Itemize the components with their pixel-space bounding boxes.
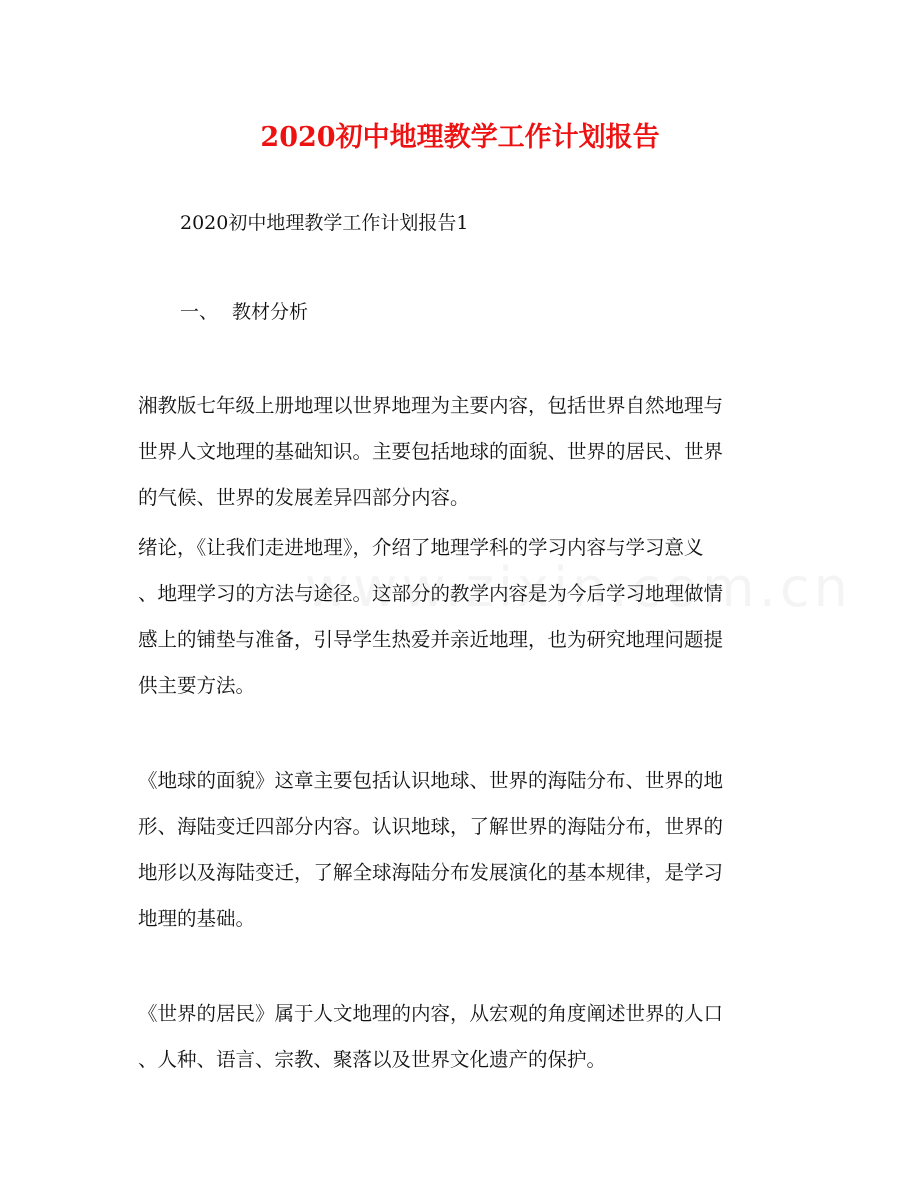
document-title: 2020初中地理教学工作计划报告: [260, 122, 660, 153]
document-subtitle: 2020初中地理教学工作计划报告1: [180, 212, 469, 234]
paragraph-line: 地形以及海陆变迁，了解全球海陆分布发展演化的基本规律，是学习: [138, 861, 724, 884]
paragraph-line: 的气候、世界的发展差异四部分内容。: [138, 486, 470, 509]
paragraph-line: 《世界的居民》属于人文地理的内容，从宏观的角度阐述世界的人口: [138, 1002, 724, 1025]
paragraph-line: 供主要方法。: [138, 674, 256, 697]
section-heading-text: 教材分析: [232, 301, 309, 323]
paragraph-line: 感上的铺垫与准备，引导学生热爱并亲近地理，也为研究地理问题提: [138, 628, 724, 651]
paragraph-earth-surface: [138, 758, 778, 942]
paragraph-line: 世界人文地理的基础知识。主要包括地球的面貌、世界的居民、世界: [138, 440, 724, 463]
paragraph-introduction: [138, 525, 778, 709]
paragraph-textbook-overview: [138, 383, 778, 521]
paragraph-line: 湘教版七年级上册地理以世界地理为主要内容，包括世界自然地理与: [138, 394, 724, 417]
paragraph-line: 、地理学习的方法与途径。这部分的教学内容是为今后学习地理做情: [138, 582, 724, 605]
paragraph-line: 地理的基础。: [138, 907, 256, 930]
paragraph-world-residents: [138, 991, 778, 1083]
paragraph-line: 《地球的面貌》这章主要包括认识地球、世界的海陆分布、世界的地: [138, 769, 724, 792]
section-heading: [180, 297, 308, 327]
paragraph-line: 、人种、语言、宗教、聚落以及世界文化遗产的保护。: [138, 1048, 607, 1071]
paragraph-line: 绪论，《让我们走进地理》，介绍了地理学科的学习内容与学习意义: [138, 536, 704, 559]
paragraph-line: 形、海陆变迁四部分内容。认识地球，了解世界的海陆分布，世界的: [138, 815, 724, 838]
section-number: 一、: [180, 301, 219, 323]
